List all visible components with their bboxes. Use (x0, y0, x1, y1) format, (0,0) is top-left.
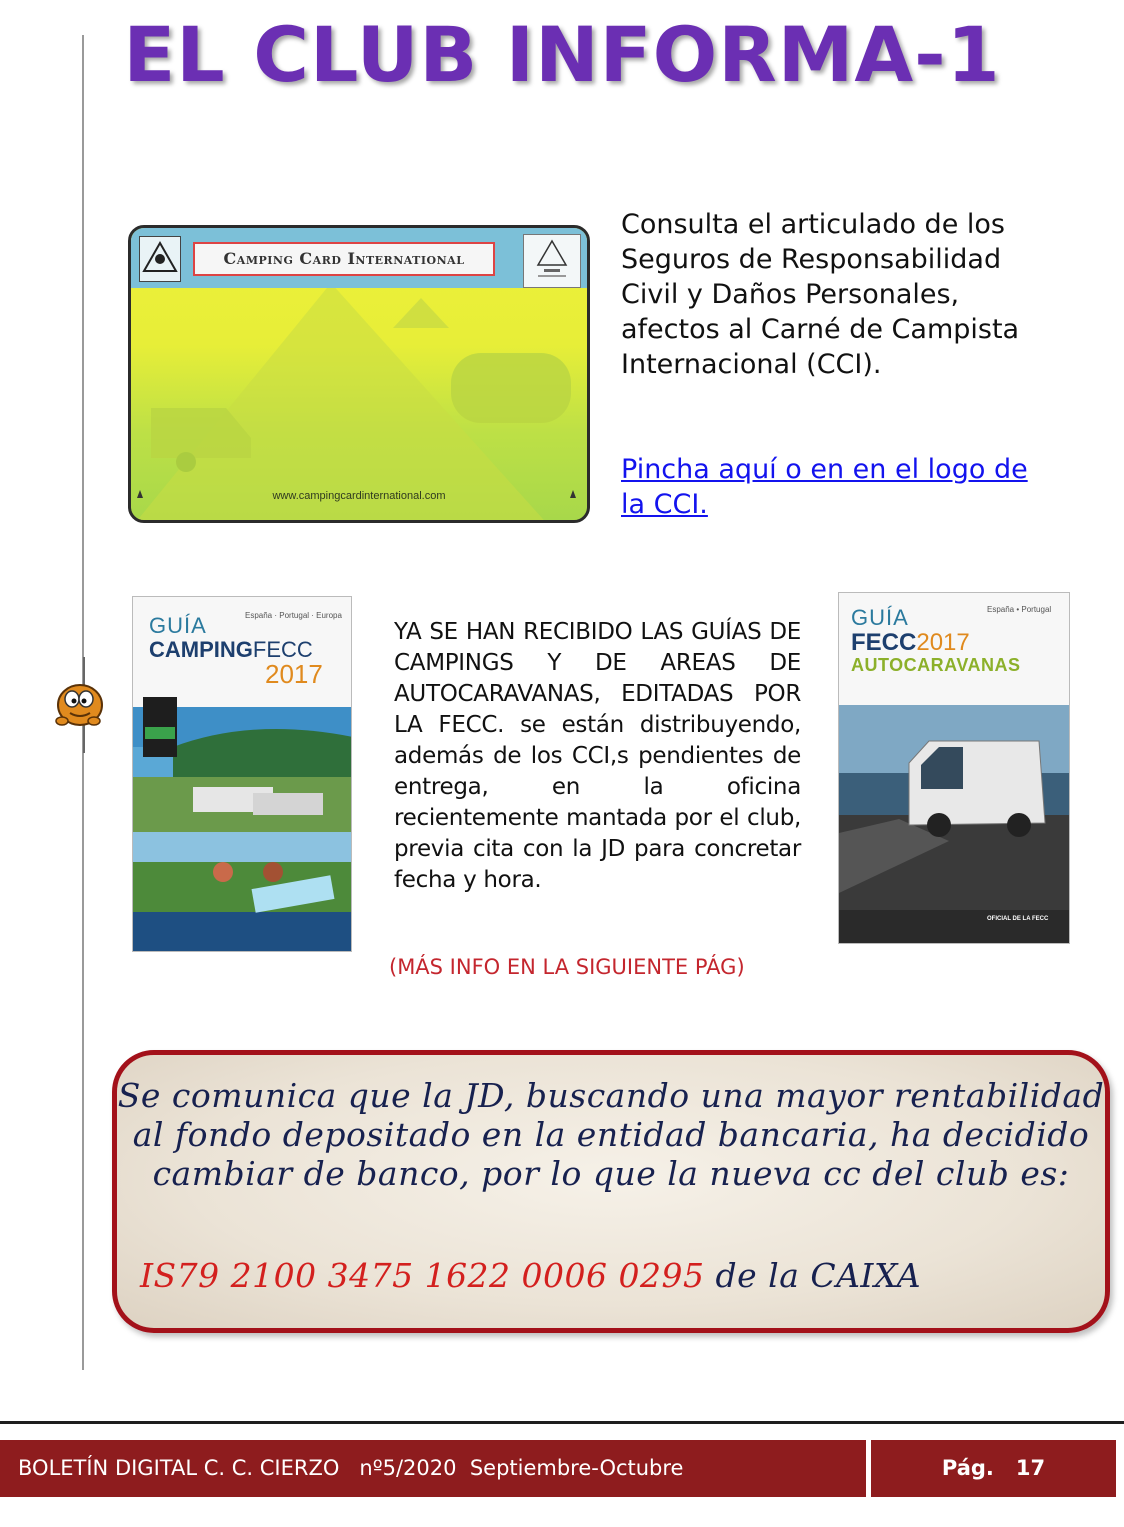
cci-card-logo[interactable] (128, 225, 590, 523)
bank-notice-text: Se comunica que la JD, buscando una mayor rentabilidad al fondo depositado en la entidad bancaria, ha decidido cambiar de banco, por lo que la nueva cc del club es: (117, 1076, 1105, 1193)
card-url: www.campingcardinternational.com (272, 490, 446, 502)
more-info-note: (MÁS INFO EN LA SIGUIENTE PÁG) (389, 955, 745, 979)
camping-cover-guia: GUÍA (149, 613, 207, 638)
page-title: EL CLUB INFORMA-1 (123, 10, 1001, 99)
footer-rule (0, 1421, 1124, 1424)
footer-page-number: Pág. 17 (941, 1456, 1046, 1480)
cci-description: Consulta el articulado de los Seguros de Responsabilidad Civil y Daños Personales, afectos al Carné de Campista Internacional (CCI). (621, 209, 1020, 380)
account-number: IS79 2100 3475 1622 0006 0295 (140, 1256, 705, 1295)
fecc-logo-icon (523, 234, 581, 288)
autocaravanas-cover-region: España • Portugal (987, 605, 1052, 614)
camping-cover-name-bold: CAMPING (149, 637, 253, 662)
camping-cover-name-light: FECC (252, 637, 313, 662)
autocaravanas-guide-cover (838, 592, 1070, 944)
camping-cover-year: 2017 (265, 659, 323, 689)
autocaravanas-cover-footer: OFICIAL DE LA FECC (987, 916, 1049, 922)
cci-link[interactable]: Pincha aquí o en en el logo de la CCI. (621, 454, 1028, 520)
mascot-icon (54, 655, 106, 755)
autocaravanas-cover-guia: GUÍA (851, 605, 909, 630)
autocaravanas-cover-name-bold: FECC (851, 629, 917, 656)
autocaravanas-cover-year: 2017 (916, 629, 970, 656)
ficc-logo-icon (139, 236, 181, 282)
autocaravanas-cover-subtitle: AUTOCARAVANAS (851, 655, 1021, 675)
camping-cover-region: España · Portugal · Europa (245, 611, 342, 620)
bank-suffix: de la CAIXA (704, 1256, 922, 1295)
camping-guide-cover (132, 596, 352, 952)
card-title: Camping Card International (223, 249, 465, 268)
guides-text: YA SE HAN RECIBIDO LAS GUÍAS DE CAMPINGS Y DE AREAS DE AUTOCARAVANAS, EDITADAS POR LA FECC. se están distribuyendo, además de los CCI,s pendientes de entrega, en la oficina recientemente mantada por el club, previa cita con la JD para concretar fecha y hora. (394, 619, 801, 893)
account-line (140, 1256, 1080, 1295)
autocaravanas-cover-name (851, 629, 970, 657)
footer-publication: BOLETÍN DIGITAL C. C. CIERZO nº5/2020 Septiembre-Octubre (18, 1456, 684, 1480)
